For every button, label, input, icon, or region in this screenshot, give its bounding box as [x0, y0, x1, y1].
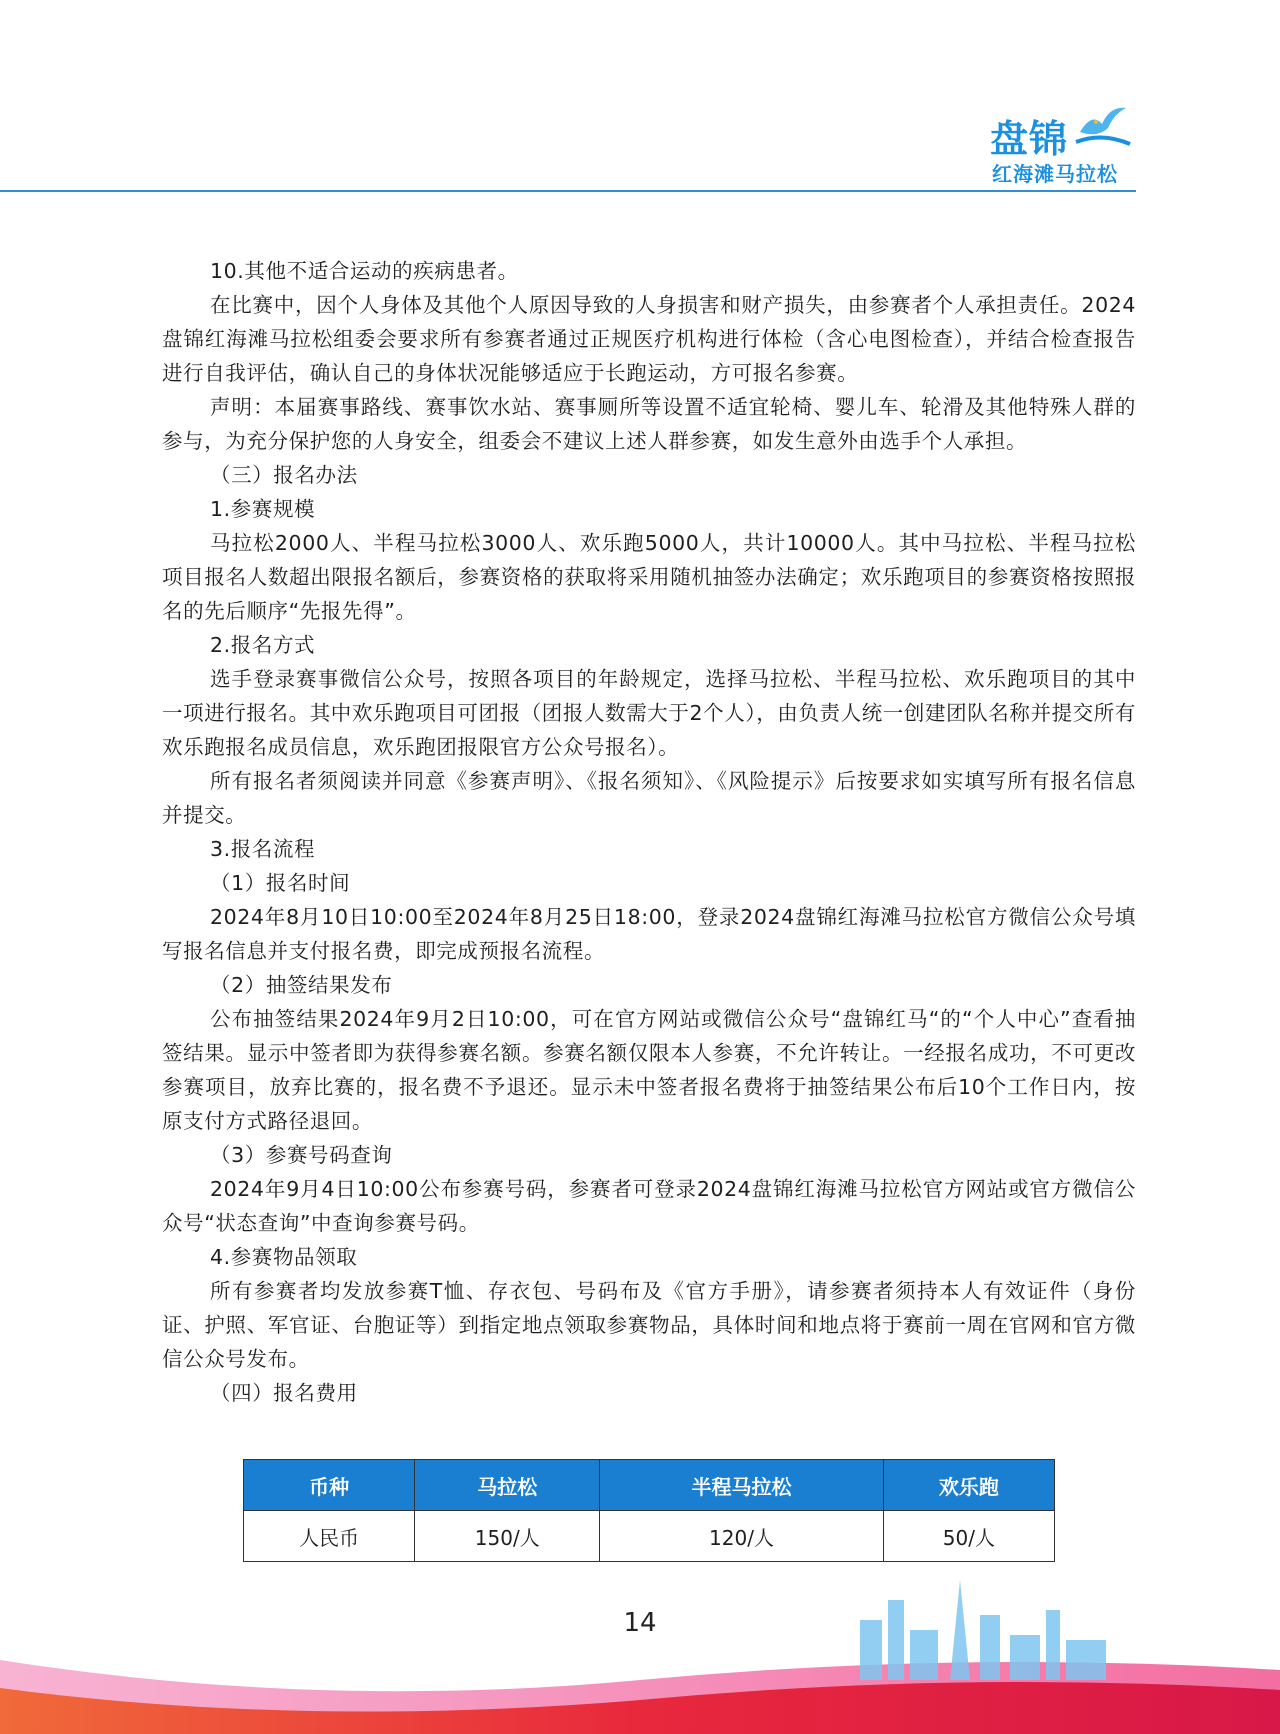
paragraph: 4.参赛物品领取	[210, 1245, 358, 1269]
page-number: 14	[623, 1608, 657, 1638]
fee-header-currency: 币种	[244, 1460, 415, 1511]
document-body	[162, 254, 1136, 1410]
table-row	[244, 1511, 1055, 1562]
paragraph: （3）参赛号码查询	[210, 1143, 393, 1167]
paragraph: 10.其他不适合运动的疾病患者。	[210, 259, 519, 283]
paragraph: 所有报名者须阅读并同意《参赛声明》、《报名须知》、《风险提示》后按要求如实填写所有报名信息并提交。	[162, 769, 1136, 827]
fee-cell-currency: 人民币	[244, 1511, 415, 1562]
fee-cell-fun-run: 50/人	[883, 1511, 1054, 1562]
logo-main-text: 盘锦	[990, 117, 1069, 161]
fee-cell-half-marathon: 120/人	[600, 1511, 884, 1562]
paragraph: 公布抽签结果2024年9月2日10:00，可在官方网站或微信公众号“盘锦红马“的“个人中心”查看抽签结果。显示中签者即为获得参赛名额。参赛名额仅限本人参赛，不允许转让。一经报名成功，不可更改参赛项目，放弃比赛的，报名费不予退还。显示未中签者报名费将于抽签结果公布后10个工作日内，按原支付方式路径退回。	[162, 1007, 1136, 1133]
fee-table	[243, 1459, 1055, 1562]
footer-wave-decoration	[0, 1560, 1280, 1734]
paragraph: （四）报名费用	[210, 1381, 358, 1405]
fee-header-marathon: 马拉松	[415, 1460, 600, 1511]
marathon-logo	[990, 108, 1140, 188]
paragraph: 马拉松2000人、半程马拉松3000人、欢乐跑5000人，共计10000人。其中马拉松、半程马拉松项目报名人数超出限报名额后，参赛资格的获取将采用随机抽签办法确定；欢乐跑项目的参赛资格按照报名的先后顺序“先报先得”。	[162, 531, 1136, 623]
paragraph: （1）报名时间	[210, 871, 351, 895]
paragraph: 声明：本届赛事路线、赛事饮水站、赛事厕所等设置不适宜轮椅、婴儿车、轮滑及其他特殊人群的参与，为充分保护您的人身安全，组委会不建议上述人群参赛，如发生意外由选手个人承担。	[162, 395, 1136, 453]
bird-icon	[1072, 102, 1132, 152]
paragraph: 2024年9月4日10:00公布参赛号码，参赛者可登录2024盘锦红海滩马拉松官方网站或官方微信公众号“状态查询”中查询参赛号码。	[162, 1177, 1136, 1235]
fee-header-fun-run: 欢乐跑	[883, 1460, 1054, 1511]
paragraph: 1.参赛规模	[210, 497, 316, 521]
fee-table-header-row	[244, 1460, 1055, 1511]
paragraph: （2）抽签结果发布	[210, 973, 393, 997]
logo-sub-text: 红海滩马拉松	[992, 162, 1118, 186]
fee-cell-marathon: 150/人	[415, 1511, 600, 1562]
paragraph: 2.报名方式	[210, 633, 316, 657]
paragraph: 3.报名流程	[210, 837, 316, 861]
paragraph: 选手登录赛事微信公众号，按照各项目的年龄规定，选择马拉松、半程马拉松、欢乐跑项目的其中一项进行报名。其中欢乐跑项目可团报（团报人数需大于2个人），由负责人统一创建团队名称并提交所有欢乐跑报名成员信息，欢乐跑团报限官方公众号报名）。	[162, 667, 1136, 759]
fee-header-half-marathon: 半程马拉松	[600, 1460, 884, 1511]
paragraph: （三）报名办法	[210, 463, 358, 487]
paragraph: 所有参赛者均发放参赛T恤、存衣包、号码布及《官方手册》，请参赛者须持本人有效证件（身份证、护照、军官证、台胞证等）到指定地点领取参赛物品，具体时间和地点将于赛前一周在官网和官方微信公众号发布。	[162, 1279, 1136, 1371]
header-divider	[0, 190, 1136, 192]
paragraph: 2024年8月10日10:00至2024年8月25日18:00，登录2024盘锦红海滩马拉松官方微信公众号填写报名信息并支付报名费，即完成预报名流程。	[162, 905, 1136, 963]
paragraph: 在比赛中，因个人身体及其他个人原因导致的人身损害和财产损失，由参赛者个人承担责任。2024盘锦红海滩马拉松组委会要求所有参赛者通过正规医疗机构进行体检（含心电图检查），并结合检查报告进行自我评估，确认自己的身体状况能够适应于长跑运动，方可报名参赛。	[162, 293, 1136, 385]
